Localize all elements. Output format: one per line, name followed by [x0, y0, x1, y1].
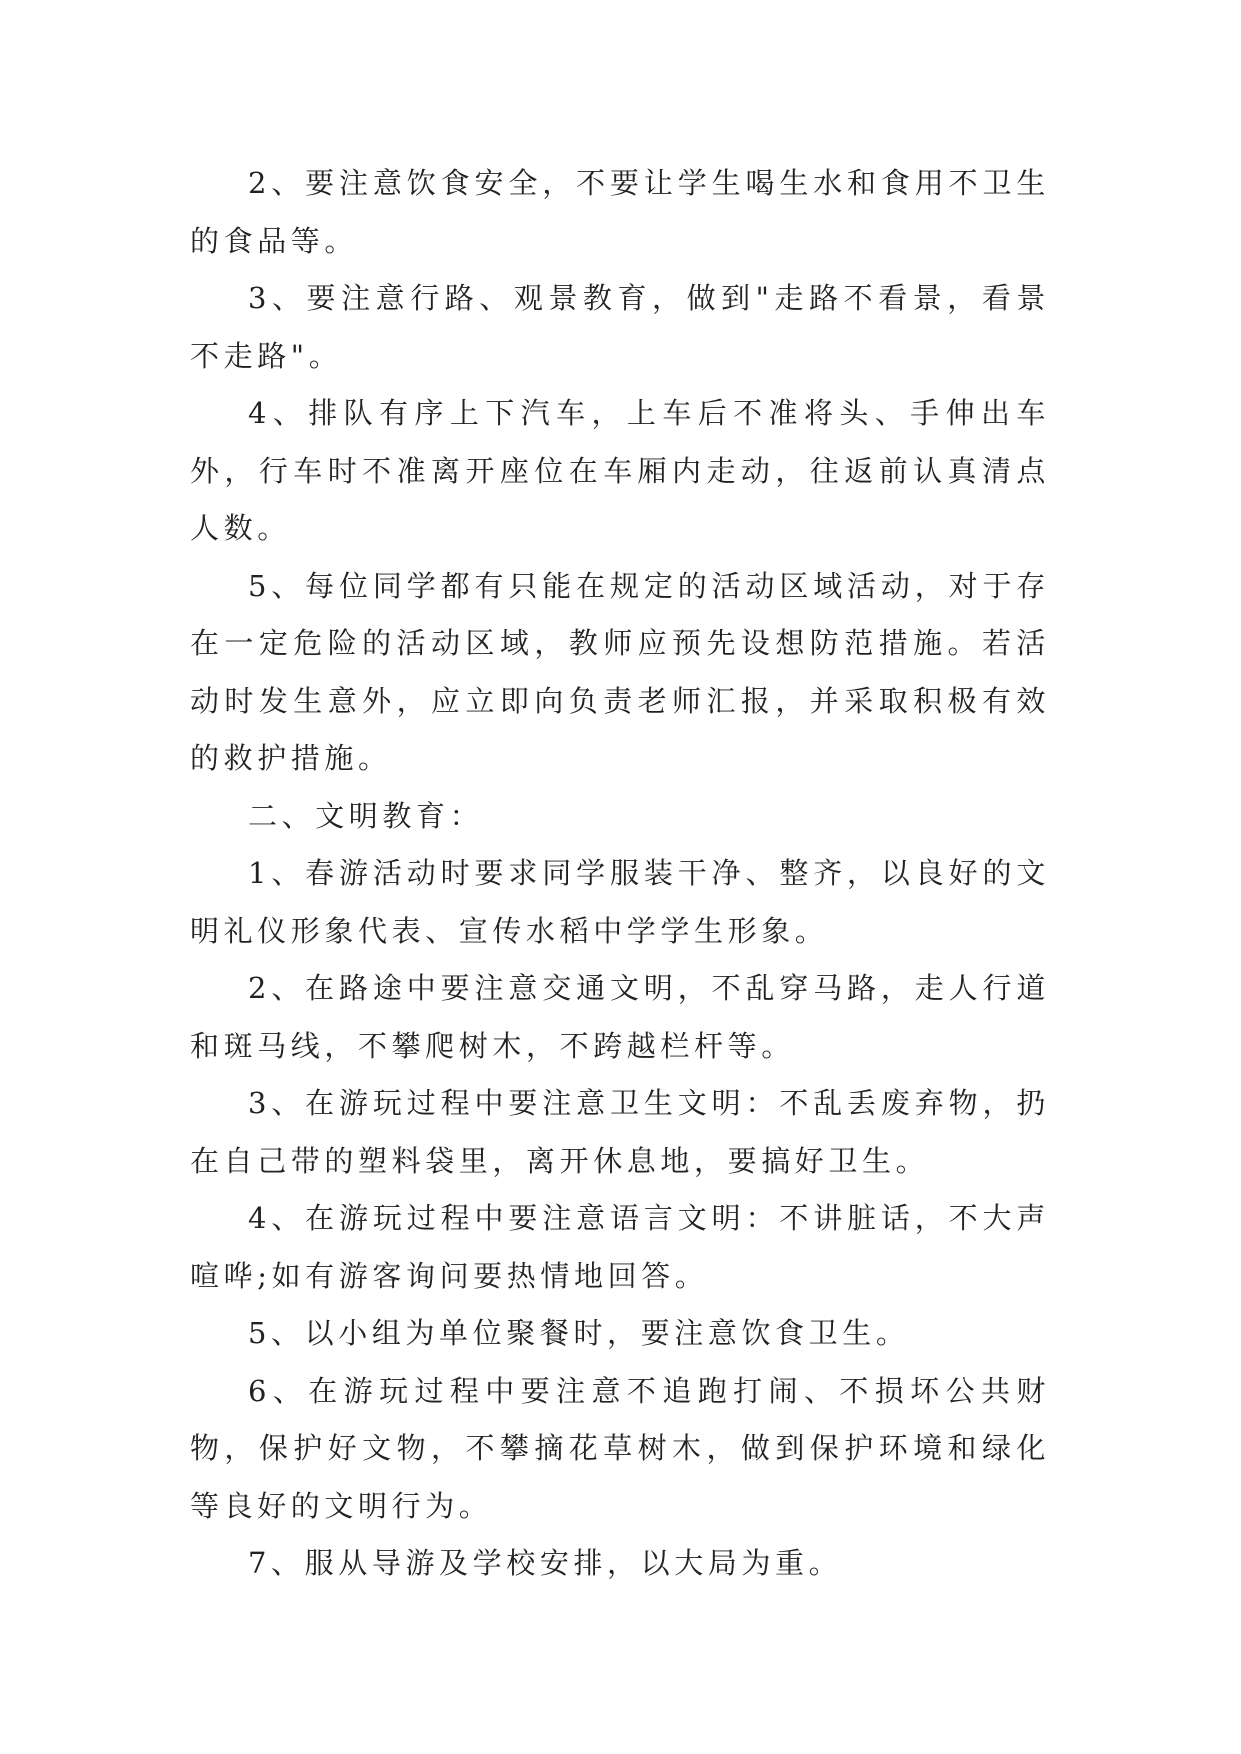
- paragraph-safety-4: 4、排队有序上下汽车，上车后不准将头、手伸出车外，行车时不准离开座位在车厢内走动，往返前认真清点人数。: [190, 396, 1050, 545]
- paragraph-civility-6: 6、在游玩过程中要注意不追跑打闹、不损坏公共财物，保护好文物，不攀摘花草树木，做到保护环境和绿化等良好的文明行为。: [190, 1373, 1050, 1523]
- section-heading-civility: 二、文明教育：: [248, 798, 484, 833]
- paragraph-civility-1: 1、春游活动时要求同学服装干净、整齐，以良好的文明礼仪形象代表、宣传水稻中学学生形象。: [190, 856, 1050, 948]
- paragraph-safety-2: 2、要注意饮食安全，不要让学生喝生水和食用不卫生的食品等。: [190, 166, 1050, 258]
- paragraph-safety-5: 5、每位同学都有只能在规定的活动区域活动，对于存在一定危险的活动区域，教师应预先设想防范措施。若活动时发生意外，应立即向负责老师汇报，并采取积极有效的救护措施。: [190, 568, 1050, 775]
- paragraph-civility-5: 5、以小组为单位聚餐时，要注意饮食卫生。: [248, 1316, 910, 1350]
- document-body: [190, 155, 1050, 1593]
- paragraph-civility-2: 2、在路途中要注意交通文明，不乱穿马路，走人行道和斑马线，不攀爬树木，不跨越栏杆等。: [190, 971, 1050, 1063]
- paragraph-civility-7: 7、服从导游及学校安排，以大局为重。: [248, 1546, 843, 1580]
- paragraph-civility-4: 4、在游玩过程中要注意语言文明：不讲脏话，不大声喧哗;如有游客询问要热情地回答。: [190, 1201, 1050, 1293]
- paragraph-safety-3: 3、要注意行路、观景教育，做到"走路不看景，看景不走路"。: [190, 281, 1050, 373]
- paragraph-civility-3: 3、在游玩过程中要注意卫生文明：不乱丢废弃物，扔在自己带的塑料袋里，离开休息地，要搞好卫生。: [190, 1086, 1050, 1178]
